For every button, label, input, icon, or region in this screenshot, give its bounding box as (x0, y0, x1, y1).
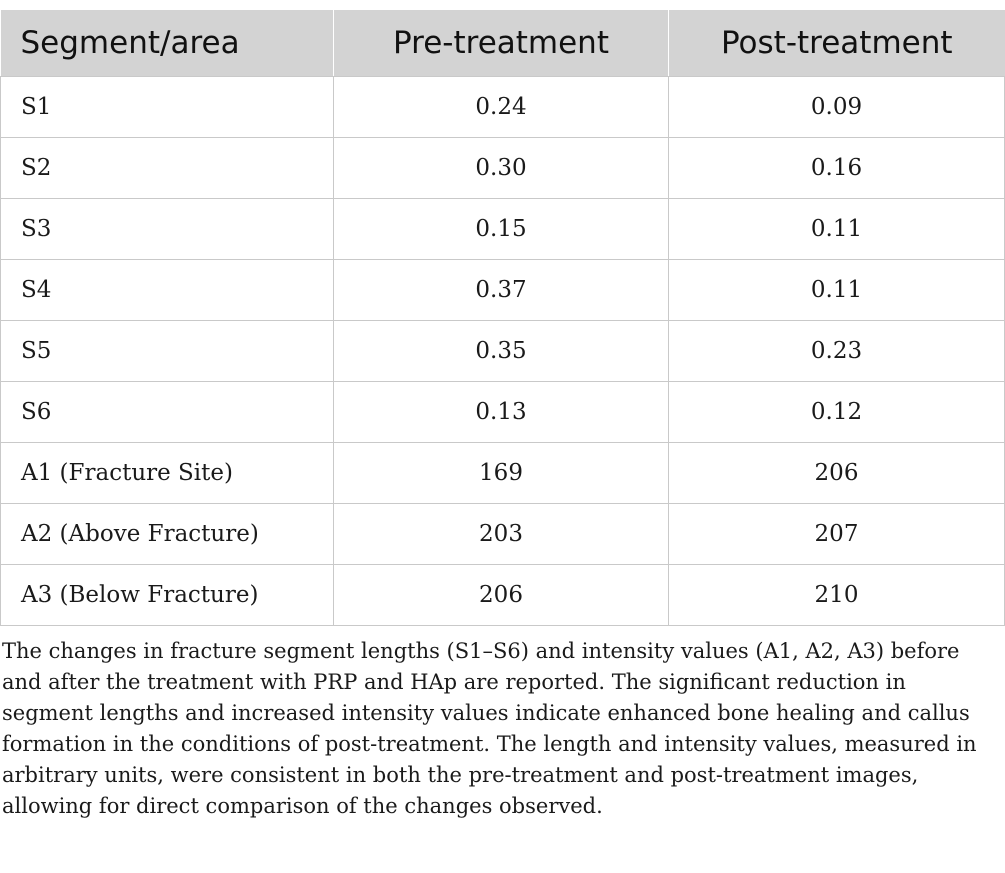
results-table (0, 10, 1005, 626)
post-treatment-value: 0.23 (669, 321, 1005, 382)
table-header (1, 10, 1005, 77)
table-body (1, 77, 1005, 626)
pre-treatment-value: 0.30 (334, 138, 669, 199)
post-treatment-value: 0.11 (669, 199, 1005, 260)
header-post-treatment: Post-treatment (669, 10, 1005, 77)
row-label: S3 (1, 199, 334, 260)
header-segment-area: Segment/area (1, 10, 334, 77)
pre-treatment-value: 0.37 (334, 260, 669, 321)
pre-treatment-value: 0.24 (334, 77, 669, 138)
row-label: S2 (1, 138, 334, 199)
pre-treatment-value: 0.13 (334, 382, 669, 443)
table-row (1, 443, 1005, 504)
post-treatment-value: 0.09 (669, 77, 1005, 138)
row-label: S5 (1, 321, 334, 382)
table-row (1, 260, 1005, 321)
row-label: S1 (1, 77, 334, 138)
table-row (1, 138, 1005, 199)
results-table-container (0, 10, 1004, 626)
table-row (1, 565, 1005, 626)
post-treatment-value: 210 (669, 565, 1005, 626)
header-row (1, 10, 1005, 77)
row-label: S4 (1, 260, 334, 321)
row-label: A1 (Fracture Site) (1, 443, 334, 504)
post-treatment-value: 0.12 (669, 382, 1005, 443)
row-label: A3 (Below Fracture) (1, 565, 334, 626)
post-treatment-value: 207 (669, 504, 1005, 565)
row-label: A2 (Above Fracture) (1, 504, 334, 565)
table-row (1, 504, 1005, 565)
pre-treatment-value: 206 (334, 565, 669, 626)
post-treatment-value: 0.16 (669, 138, 1005, 199)
table-row (1, 382, 1005, 443)
pre-treatment-value: 0.15 (334, 199, 669, 260)
row-label: S6 (1, 382, 334, 443)
table-row (1, 77, 1005, 138)
post-treatment-value: 206 (669, 443, 1005, 504)
pre-treatment-value: 0.35 (334, 321, 669, 382)
header-pre-treatment: Pre-treatment (334, 10, 669, 77)
table-row (1, 199, 1005, 260)
table-caption: The changes in fracture segment lengths (S1–S6) and intensity values (A1, A2, A3) before and after the treatment with PRP and HAp are reported. The significant reduction in segment lengths and increased intensity values indicate enhanced bone healing and callus formation in the conditions of post-treatment. The length and intensity values, measured in arbitrary units, were consistent in both the pre-treatment and post-treatment images, allowing for direct comparison of the changes observed. (2, 639, 977, 818)
table-row (1, 321, 1005, 382)
post-treatment-value: 0.11 (669, 260, 1005, 321)
pre-treatment-value: 169 (334, 443, 669, 504)
pre-treatment-value: 203 (334, 504, 669, 565)
